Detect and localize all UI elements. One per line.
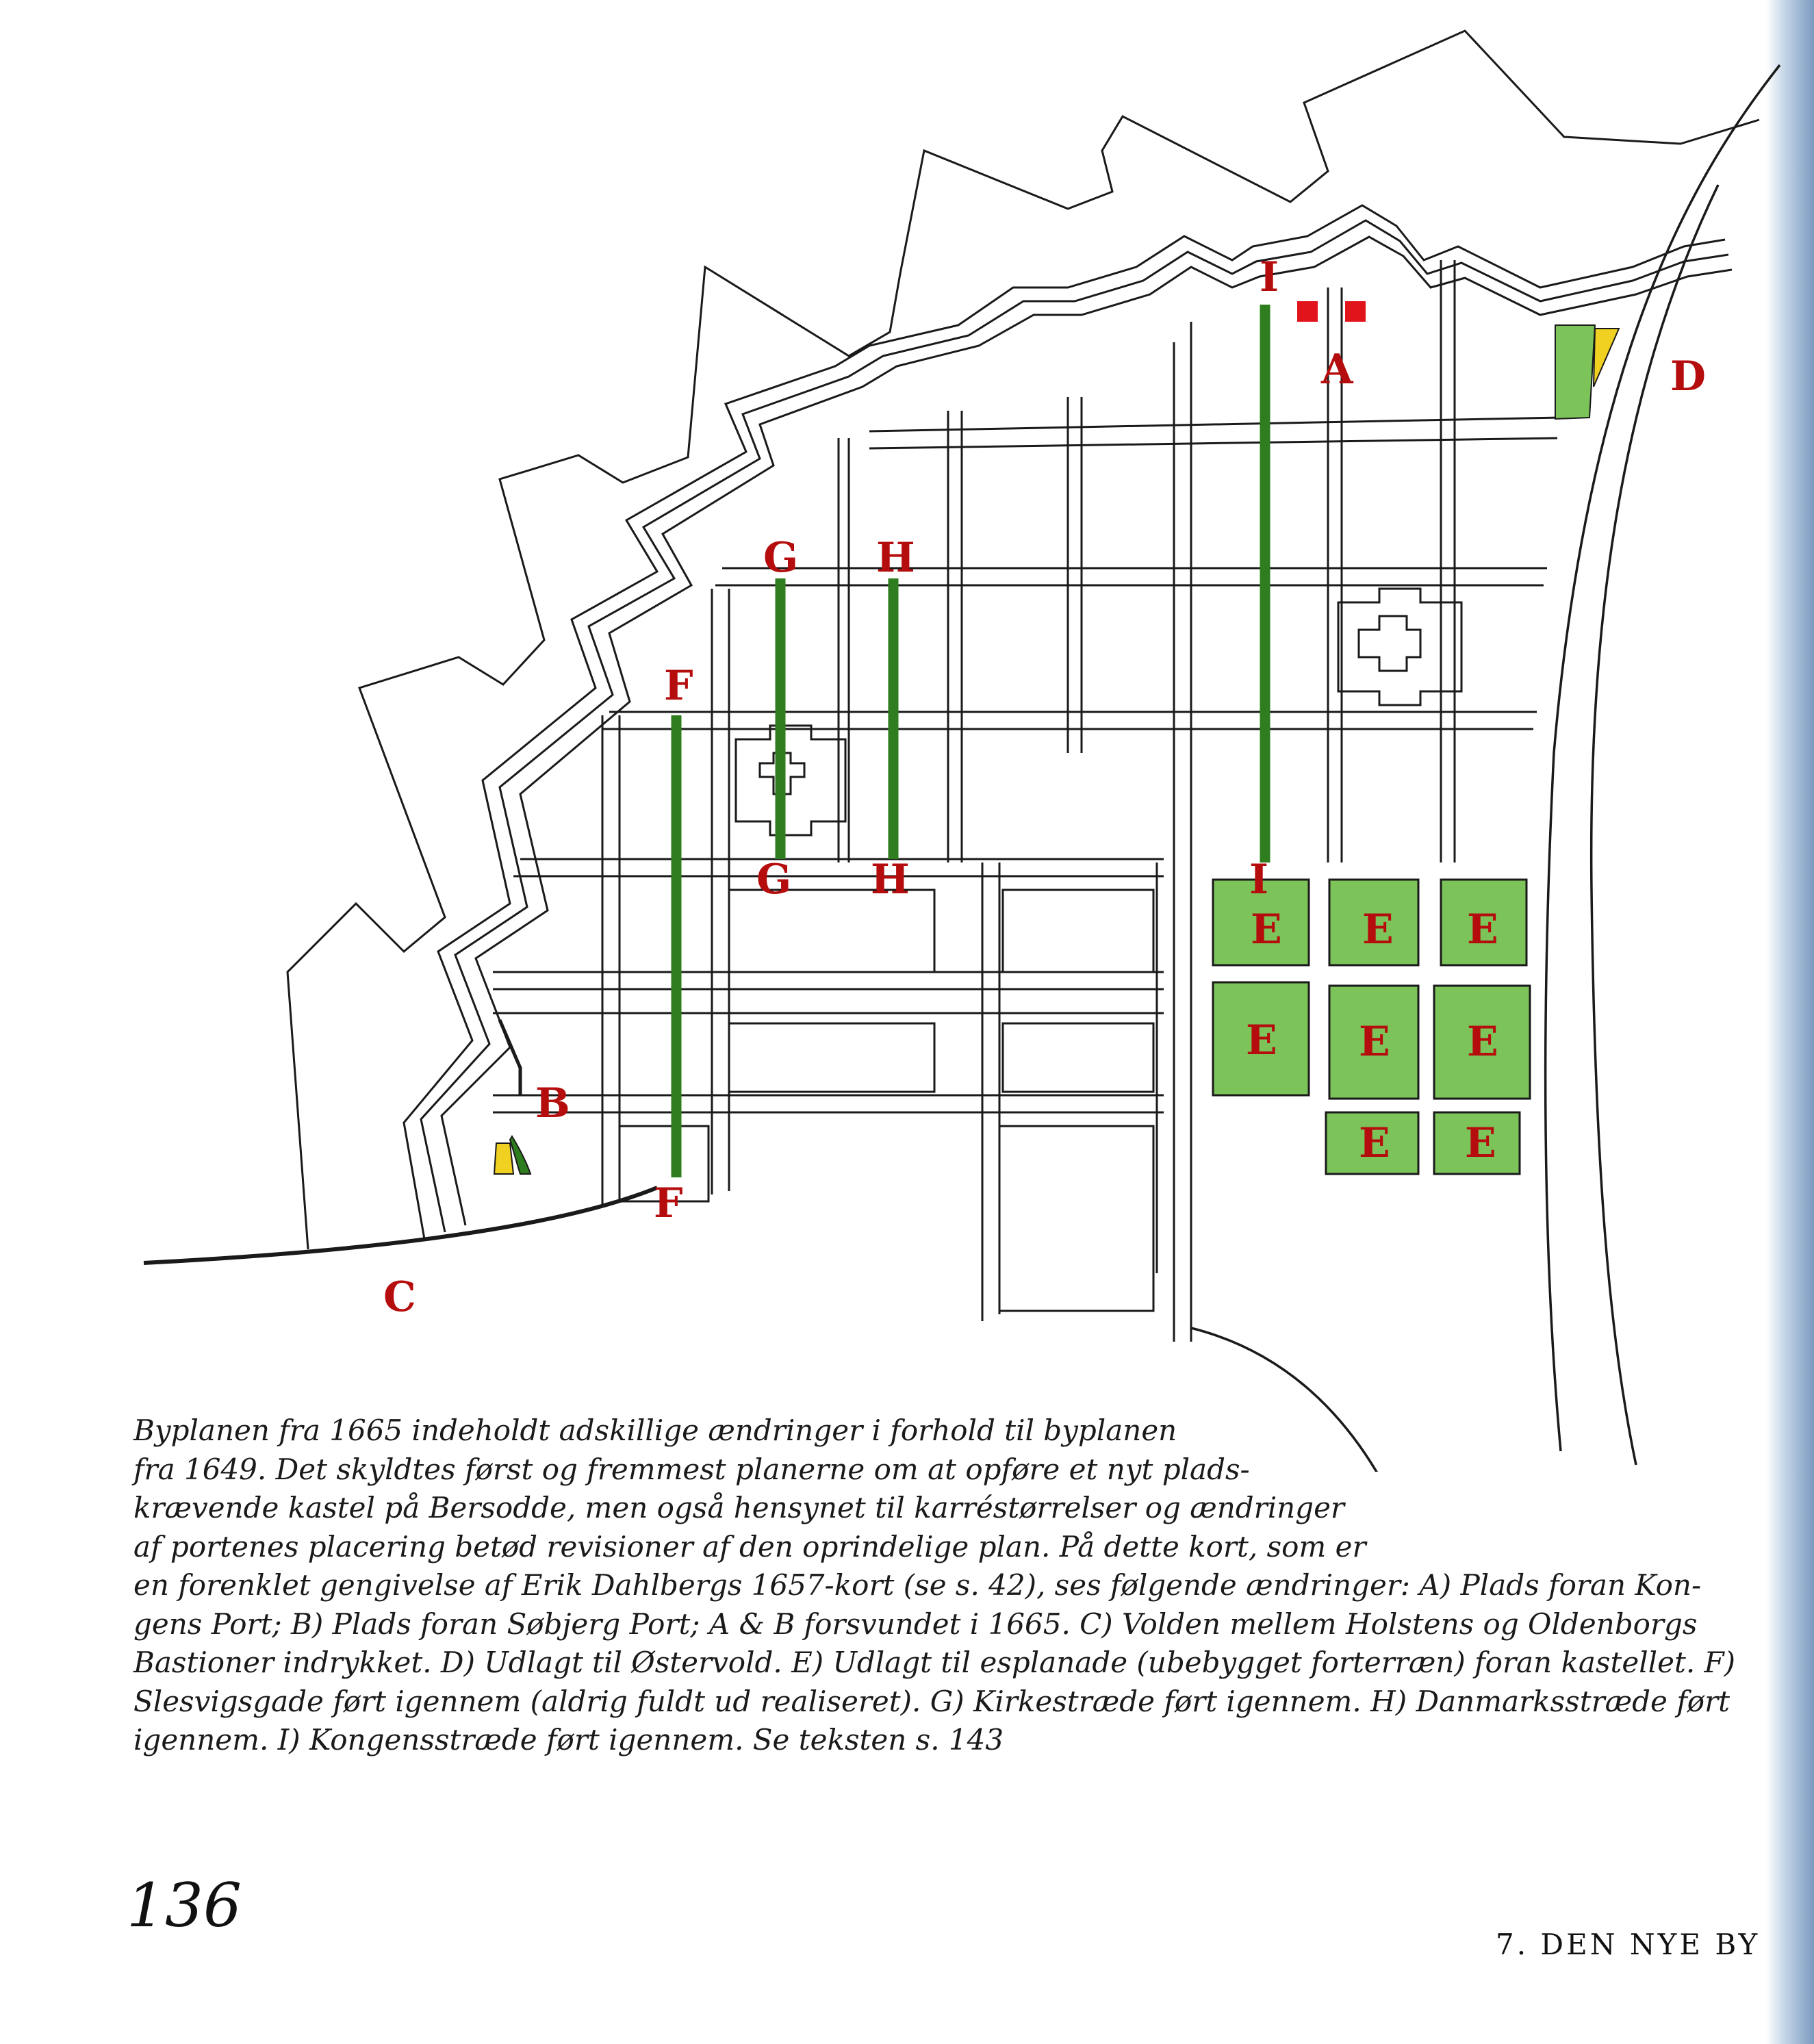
street-grid: [493, 260, 1561, 1342]
label-a: A: [1321, 346, 1353, 394]
plaza-a-square: [1345, 301, 1366, 322]
label-g-top: G: [763, 534, 799, 582]
label-c: C: [383, 1273, 416, 1321]
gate-b-yellow: [494, 1143, 513, 1174]
label-e: E: [1467, 1018, 1498, 1066]
city-block: [1003, 1023, 1153, 1092]
label-i-bottom: I: [1249, 856, 1269, 904]
caption-line: gens Port; B) Plads foran Søbjerg Port; A & B forsvundet i 1665. C) Volden mellem Holstens og Oldenborgs: [133, 1607, 1698, 1641]
label-h-top: H: [876, 534, 915, 582]
city-block: [1003, 890, 1153, 972]
green-streets: [676, 305, 1265, 1177]
caption-line: igennem. I) Kongensstræde ført igennem. Se teksten s. 143: [133, 1723, 1004, 1756]
caption-line: Byplanen fra 1665 indeholdt adskillige ændringer i forhold til byplanen: [133, 1414, 1177, 1447]
east-rampart-d-area: [1555, 325, 1619, 419]
label-e: E: [1246, 1017, 1277, 1064]
label-e: E: [1467, 906, 1498, 954]
d-green-area: [1555, 325, 1595, 419]
label-e: E: [1359, 1119, 1390, 1167]
caption-line: krævende kastel på Bersodde, men også hensynet til karréstørrelser og ændringer: [133, 1491, 1345, 1524]
street-h: [869, 418, 1561, 431]
caption-line: af portenes placering betød revisioner af den oprindelige plan. På dette kort, som er: [133, 1529, 1366, 1563]
rampart-inner-line-3: [442, 237, 1732, 1225]
label-e: E: [1359, 1018, 1390, 1066]
figure-caption: [133, 1411, 1770, 1760]
label-g-bottom: G: [756, 856, 792, 904]
plaza-a-square: [1297, 301, 1318, 322]
label-b: B: [535, 1080, 570, 1127]
chapter-title: 7. DEN NYE BY: [1496, 1928, 1761, 1961]
rampart-outer-line: [288, 31, 1759, 1249]
south-rampart-c-line: [144, 1188, 657, 1263]
label-e: E: [1362, 906, 1394, 954]
label-e: E: [1251, 906, 1282, 954]
label-e: E: [1465, 1119, 1496, 1167]
caption-line: Bastioner indrykket. D) Udlagt til Østervold. E) Udlagt til esplanade (ubebygget forterræn) foran kastellet. F): [133, 1646, 1736, 1679]
label-d: D: [1670, 353, 1707, 400]
page-number: 136: [127, 1870, 242, 1941]
plaza-a: [1297, 301, 1366, 322]
city-block: [999, 1126, 1153, 1311]
d-yellow-area: [1594, 329, 1619, 387]
church-kirkestraede: [736, 726, 845, 835]
east-shore-outer: [1546, 65, 1780, 1451]
rampart-inner-line-2: [421, 220, 1728, 1232]
label-h-bottom: H: [871, 856, 910, 904]
caption-line: en forenklet gengivelse af Erik Dahlbergs 1657-kort (se s. 42), ses følgende ændringer: A) Plads foran Kon-: [133, 1568, 1702, 1602]
caption-line: Slesvigsgade ført igennem (aldrig fuldt ud realiseret). G) Kirkestræde ført igennem. H) Danmarksstræde ført: [133, 1684, 1730, 1718]
gate-b: [494, 1020, 531, 1174]
label-f-bottom: F: [654, 1179, 683, 1227]
label-f-top: F: [664, 662, 693, 710]
castle-square: [1338, 589, 1461, 705]
city-block: [729, 1023, 934, 1092]
gate-b-wall: [500, 1020, 520, 1095]
label-i-top: I: [1260, 253, 1279, 301]
caption-line: fra 1649. Det skyldtes først og fremmest planerne om at opføre et nyt plads-: [133, 1452, 1250, 1486]
ramparts: [288, 31, 1759, 1249]
